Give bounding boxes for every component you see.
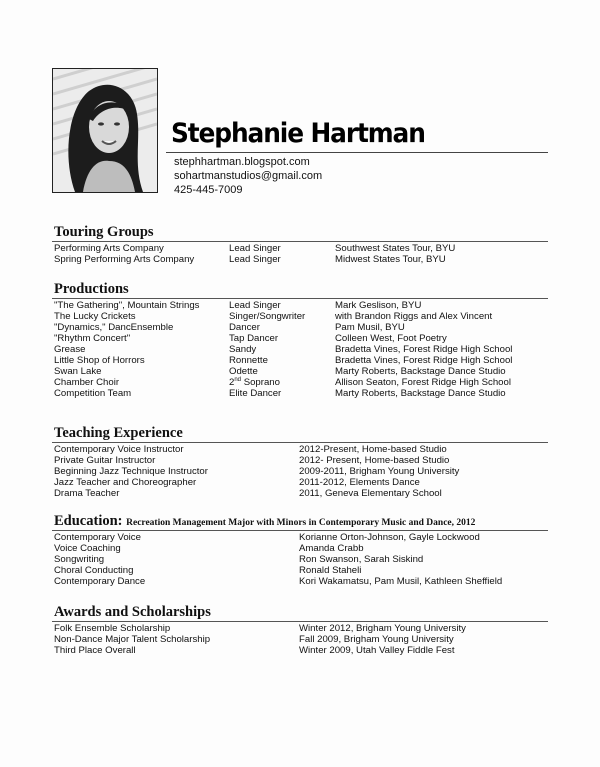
header-divider [166, 152, 548, 153]
table-row: Chamber Choir 2nd Soprano Allison Seaton, Forest Ridge High School [54, 376, 511, 388]
table-row: Voice Coaching Amanda Crabb [54, 543, 364, 554]
section-title-touring: Touring Groups [54, 224, 154, 240]
section-title-awards: Awards and Scholarships [54, 604, 211, 620]
table-row: Songwriting Ron Swanson, Sarah Siskind [54, 554, 424, 565]
table-row: Private Guitar Instructor 2012- Present, Home-based Studio [54, 455, 450, 466]
applicant-name: Stephanie Hartman [171, 118, 425, 149]
section-divider [52, 621, 548, 622]
section-divider [52, 442, 548, 443]
table-row: Contemporary Voice Korianne Orton-Johnson, Gayle Lockwood [54, 532, 480, 543]
section-title-productions: Productions [54, 281, 129, 297]
table-row: "The Gathering", Mountain Strings Lead Singer Mark Geslison, BYU [54, 300, 422, 311]
section-title-education: Education: Recreation Management Major with Minors in Contemporary Music and Dance, 2012 [54, 513, 476, 529]
table-row: Third Place Overall Winter 2009, Utah Valley Fiddle Fest [54, 645, 455, 656]
table-row: Choral Conducting Ronald Staheli [54, 565, 362, 576]
table-row: Competition Team Elite Dancer Marty Roberts, Backstage Dance Studio [54, 388, 506, 399]
table-row: "Dynamics," DancEnsemble Dancer Pam Musil, BYU [54, 322, 405, 333]
section-title-teaching: Teaching Experience [54, 425, 183, 441]
table-row: Jazz Teacher and Choreographer 2011-2012, Elements Dance [54, 477, 420, 488]
table-row: Performing Arts Company Lead Singer Southwest States Tour, BYU [54, 243, 456, 254]
section-divider [52, 241, 548, 242]
contact-info [174, 155, 322, 197]
table-row: The Lucky Crickets Singer/Songwriter with Brandon Riggs and Alex Vincent [54, 311, 493, 322]
table-row: Drama Teacher 2011, Geneva Elementary School [54, 488, 442, 499]
blog-link[interactable]: stephhartman.blogspot.com [174, 156, 310, 168]
table-row: Non-Dance Major Talent Scholarship Fall 2009, Brigham Young University [54, 634, 454, 645]
table-row: Spring Performing Arts Company Lead Singer Midwest States Tour, BYU [54, 254, 446, 265]
table-row: Contemporary Dance Kori Wakamatsu, Pam Musil, Kathleen Sheffield [54, 576, 503, 587]
phone-number: 425-445-7009 [174, 184, 243, 196]
section-divider [52, 530, 548, 531]
table-row: Little Shop of Horrors Ronnette Bradetta Vines, Forest Ridge High School [54, 355, 513, 366]
table-row: "Rhythm Concert" Tap Dancer Colleen West, Foot Poetry [54, 333, 447, 344]
section-divider [52, 298, 548, 299]
table-row: Folk Ensemble Scholarship Winter 2012, Brigham Young University [54, 623, 466, 634]
education-degree: Recreation Management Major with Minors in Contemporary Music and Dance, 2012 [126, 518, 476, 528]
table-row: Beginning Jazz Technique Instructor 2009-2011, Brigham Young University [54, 466, 460, 477]
email-address[interactable]: sohartmanstudios@gmail.com [174, 170, 323, 182]
table-row: Grease Sandy Bradetta Vines, Forest Ridge High School [54, 344, 513, 355]
profile-photo [52, 68, 158, 193]
table-row: Contemporary Voice Instructor 2012-Present, Home-based Studio [54, 444, 447, 455]
table-row: Swan Lake Odette Marty Roberts, Backstage Dance Studio [54, 366, 506, 377]
